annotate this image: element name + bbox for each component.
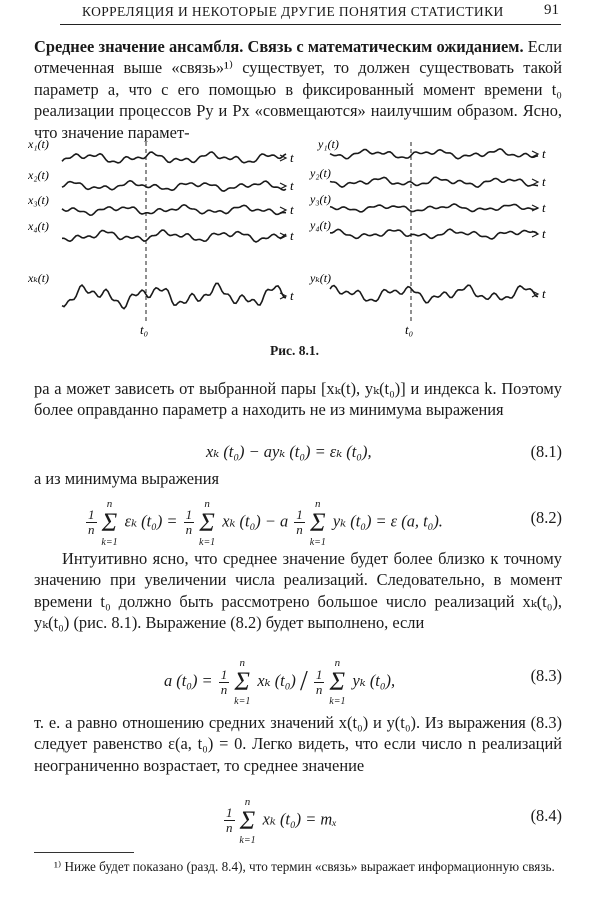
label-x2: x₂(t) <box>28 168 49 182</box>
paragraph-text: ра a может зависеть от выбранной пары [xₖ(t), yₖ(t₀)] и индекса k. Поэтому более оправданно параметр a находить не из минимума выражения <box>34 379 562 420</box>
label-y4: y₄(t) <box>310 218 331 232</box>
axis-t: t <box>290 228 294 243</box>
realization-y-2 <box>330 177 538 187</box>
sum-symbol: n Σ k=1 <box>329 657 346 707</box>
page-number: 91 <box>544 2 559 18</box>
fraction: $\frac{1}{n}$ <box>296 507 303 537</box>
right-axis-labels <box>542 146 546 301</box>
equation-8-2: $\frac{1}{n}$ n Σ k=1 εₖ (t₀) = $\frac{1}{n}$ n Σ k=1 xₖ (t₀) − a $\frac{1}{n}$ n Σ k=1 yₖ (t₀) = ε (a, t₀). (8.2) <box>88 497 562 548</box>
figure-caption: Рис. 8.1. <box>269 343 320 358</box>
time-mark-label: t₀ <box>140 322 149 337</box>
paragraph-ensemble-mean <box>34 36 562 143</box>
fraction: $\frac{1}{n}$ <box>315 666 323 697</box>
axis-t: t <box>542 226 546 241</box>
realization-y-3 <box>330 204 538 212</box>
equation-body: xₖ (t₀) − ayₖ (t₀) = εₖ (t₀), <box>206 442 372 461</box>
paragraph-ratio <box>34 712 562 776</box>
axis-t: t <box>290 150 294 165</box>
axis-t: t <box>290 202 294 217</box>
realization-y-1 <box>330 149 538 159</box>
sum-symbol: n Σ k=1 <box>101 497 118 548</box>
fraction: $\frac{1}{n}$ <box>185 507 193 537</box>
axis-t: t <box>542 174 546 189</box>
axis-t: t <box>542 146 546 161</box>
label-x4: x₄(t) <box>28 219 49 233</box>
axis-t: t <box>290 288 294 303</box>
sum-symbol: n Σ k=1 <box>199 497 216 548</box>
axis-arrow <box>532 179 538 185</box>
right-panel <box>309 137 546 337</box>
footnote: ¹⁾ Ниже будет показано (разд. 8.4), что термин «связь» выражает информационную связь. <box>54 859 555 874</box>
left-panel <box>28 137 294 337</box>
equation-8-3: a (t₀) = $\frac{1}{n}$ n Σ k=1 xₖ (t₀) / $\frac{1}{n}$ n Σ k=1 yₖ (t₀), (8.3) <box>164 657 562 707</box>
label-yk: yₖ(t) <box>310 271 332 285</box>
fraction: $\frac{1}{n}$ <box>220 666 228 697</box>
realization-x-1 <box>62 152 286 163</box>
footnote-rule <box>34 852 134 853</box>
realization-x-5 <box>62 283 286 308</box>
paragraph-parameter <box>34 378 562 421</box>
running-header <box>60 2 561 25</box>
paragraph-intuition <box>34 548 562 634</box>
paragraph-text: т. е. a равно отношению средних значений x(t₀) и y(t₀). Из выражения (8.3) следует равенство ε(a, t₀) = 0. Легко видеть, что если число n реализаций неограниченно возрастает, то среднее значение <box>34 713 562 775</box>
axis-t: t <box>542 286 546 301</box>
realization-y-4 <box>330 229 538 239</box>
running-title: КОРРЕЛЯЦИЯ И НЕКОТОРЫЕ ДРУГИЕ ПОНЯТИЯ СТАТИСТИКИ <box>82 4 504 19</box>
label-y2: y₂(t) <box>310 166 331 180</box>
fraction: $\frac{1}{n}$ <box>226 805 233 835</box>
equation-8-1 <box>34 432 562 472</box>
axis-arrow <box>532 231 538 237</box>
paragraph-text: а из минимума выражения <box>34 469 220 488</box>
figure-realizations <box>28 132 558 342</box>
section-heading: Среднее значение ансамбля. Связь с математическим ожиданием. <box>34 37 524 56</box>
sum-symbol: n Σ k=1 <box>239 795 256 846</box>
label-xk: xₖ(t) <box>28 271 50 285</box>
realization-x-2 <box>62 181 286 191</box>
paragraph-text: Интуитивно ясно, что среднее значение будет более близко к точному значению при увеличении числа реализаций. Следовательно, в момент времени t₀ должно быть рассмотрено большое число реализаций xₖ(t₀), yₖ(t₀) (рис. 8.1). Выражение (8.2) будет выполнено, если <box>34 549 562 633</box>
label-y1: y₁(t) <box>318 137 339 151</box>
equation-number: (8.4) <box>530 806 562 825</box>
realization-y-5 <box>330 285 538 303</box>
axis-arrow <box>280 183 286 189</box>
paragraph-text: Если отмеченная выше «связь»¹⁾ существует, то должен существовать такой параметр a, что с его помощью в фиксированный момент времени t₀ реализации процессов Py и Px «совмещаются» наилучшим образом. Ясно, что значение парамет- <box>34 37 562 142</box>
equation-number: (8.1) <box>530 442 562 461</box>
left-labels <box>28 137 49 285</box>
axis-t: t <box>290 178 294 193</box>
equation-number: (8.2) <box>530 508 562 527</box>
label-y3: y₃(t) <box>310 192 331 206</box>
realization-x-3 <box>62 205 286 215</box>
sum-symbol: n Σ k=1 <box>309 497 326 548</box>
equation-number: (8.3) <box>530 666 562 685</box>
left-axis-labels <box>290 150 294 303</box>
sum-symbol: n Σ k=1 <box>234 657 251 707</box>
axis-t: t <box>542 200 546 215</box>
equation-8-4: $\frac{1}{n}$ n Σ k=1 xₖ (t₀) = mₓ (8.4) <box>226 795 562 846</box>
realization-x-4 <box>62 230 286 242</box>
axis-arrow <box>532 205 538 211</box>
fraction: $\frac{1}{n}$ <box>88 507 95 537</box>
paragraph-minimum <box>34 468 562 489</box>
time-mark-label: t₀ <box>405 322 414 337</box>
label-x1: x₁(t) <box>28 137 49 151</box>
label-x3: x₃(t) <box>28 193 49 207</box>
right-labels <box>309 137 339 285</box>
